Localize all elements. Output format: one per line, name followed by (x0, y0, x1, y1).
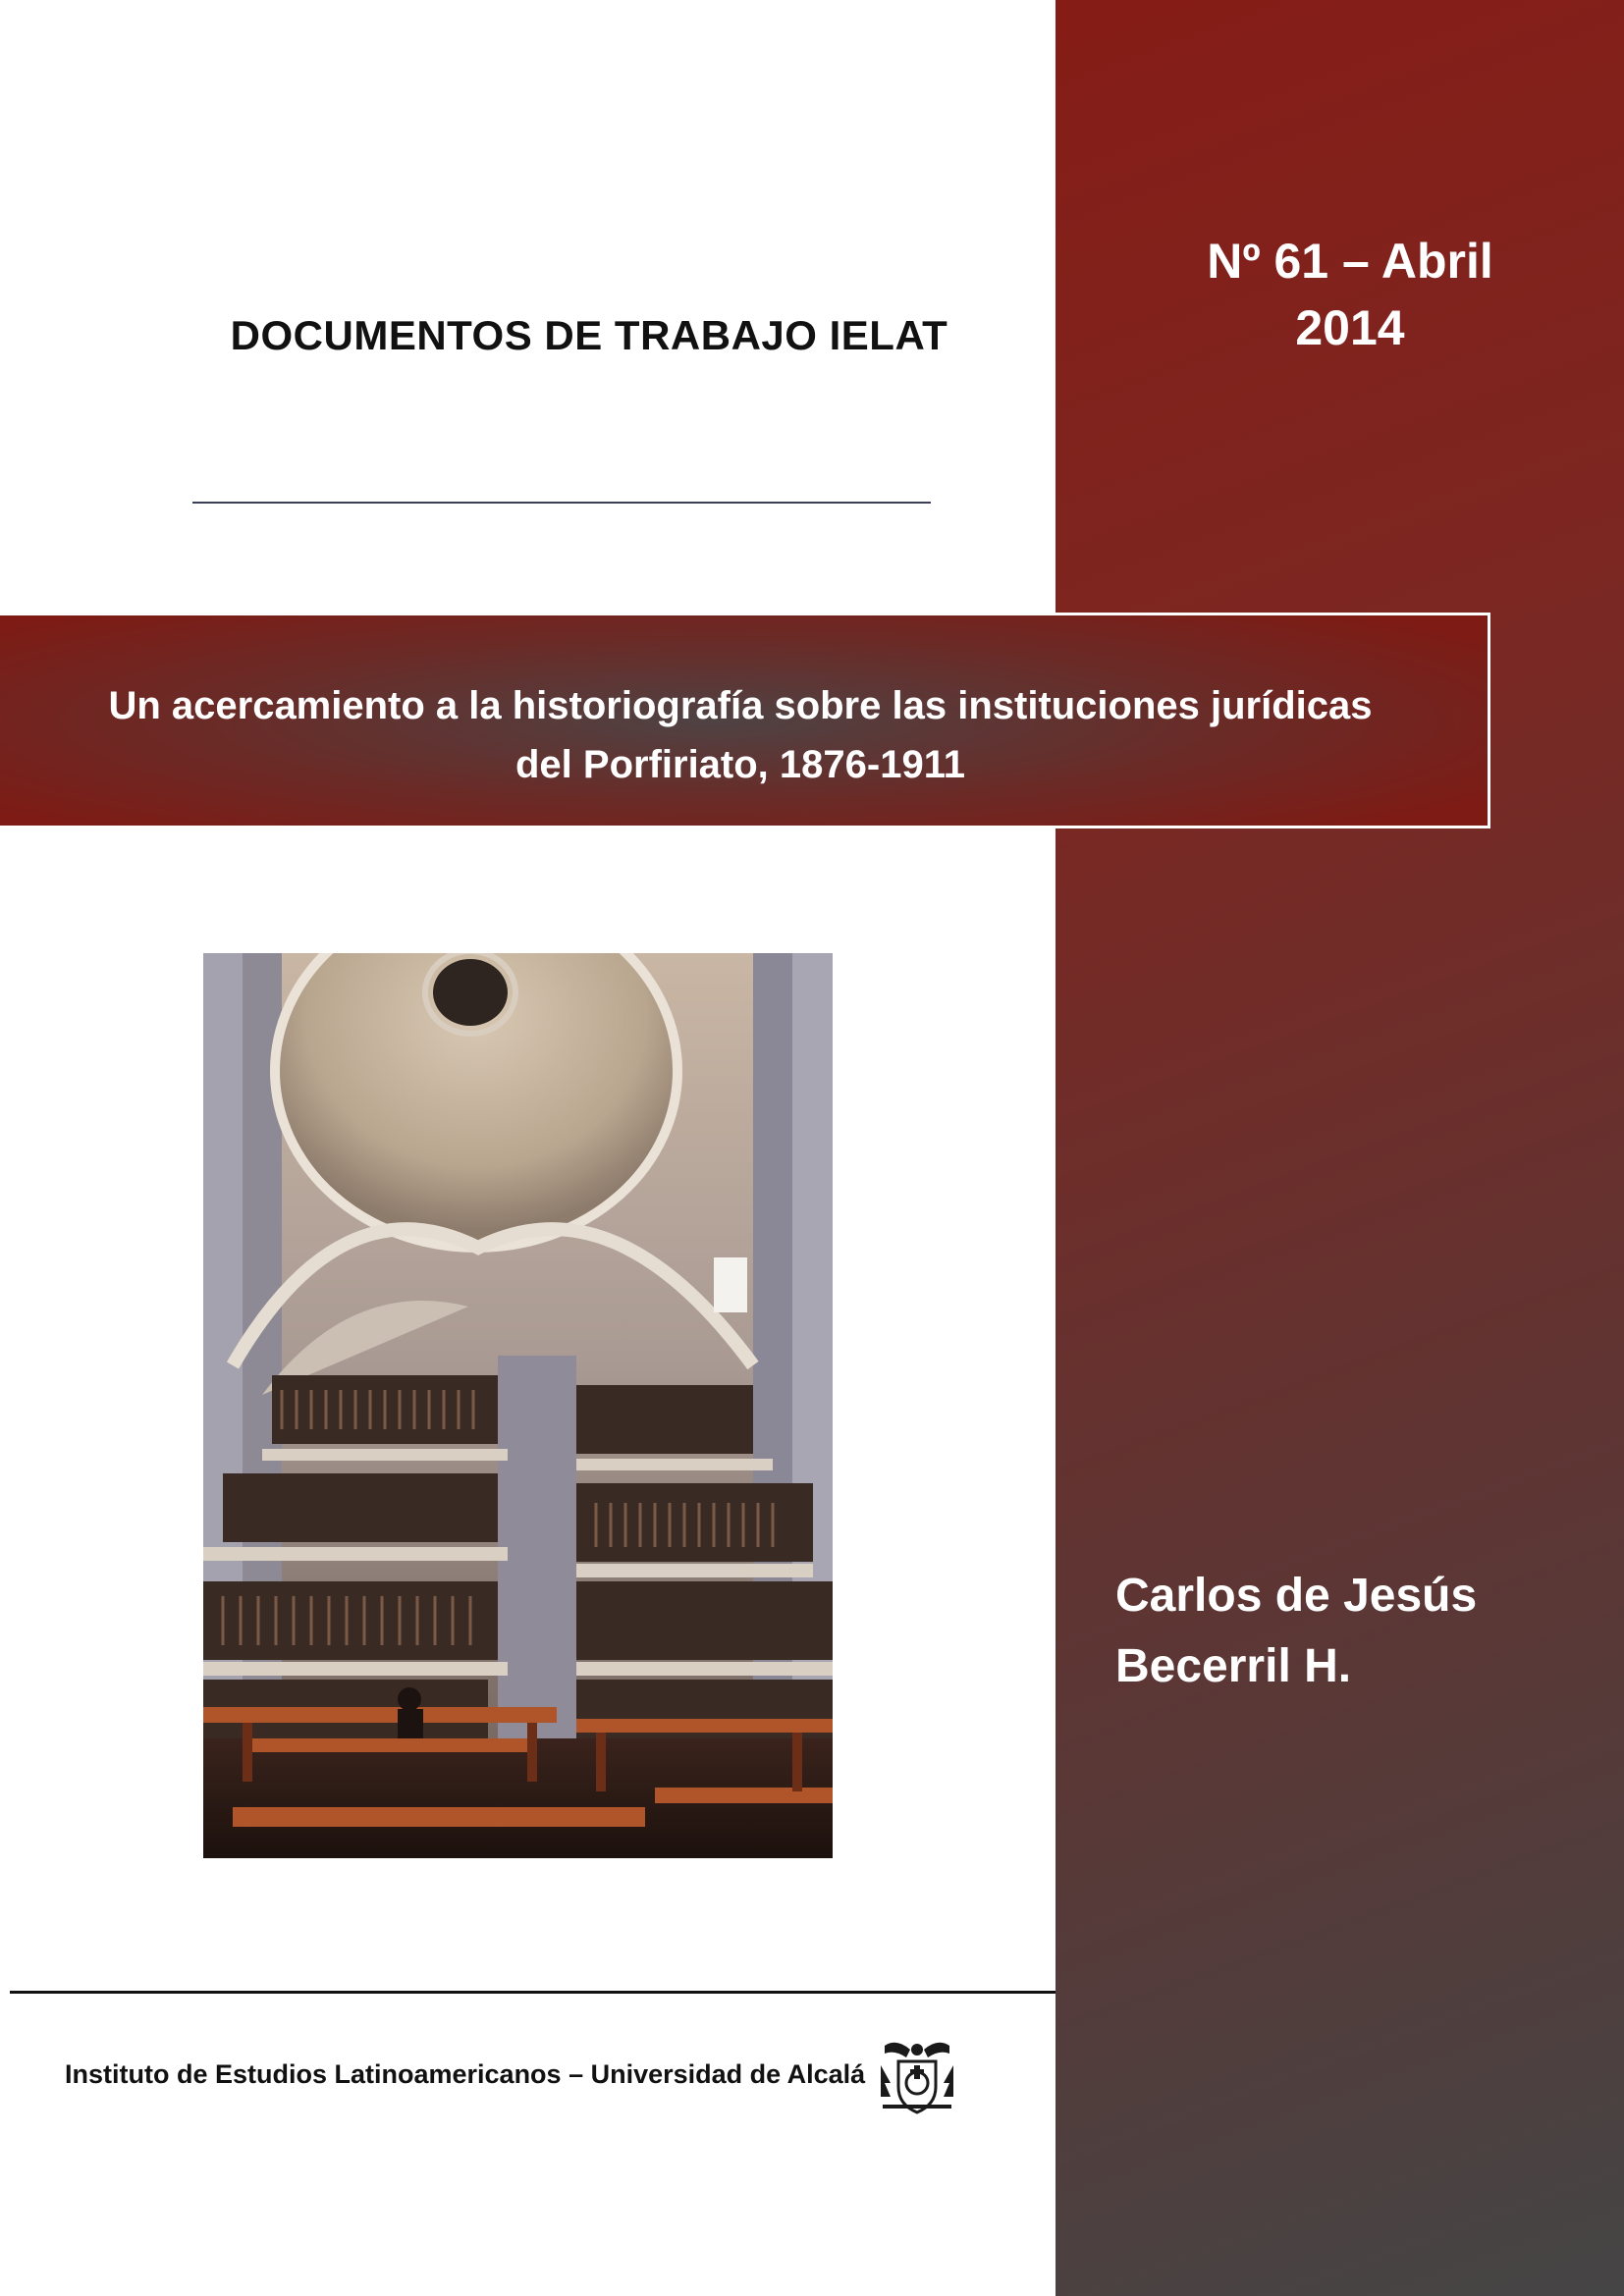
title-banner (0, 613, 1490, 828)
cover-photo (203, 953, 833, 1858)
footer-divider (10, 1991, 1056, 1994)
institution-name: Instituto de Estudios Latinoamericanos – Universidad de Alcalá (65, 2059, 866, 2089)
document-title (29, 676, 1451, 794)
author-line-1: Carlos de Jesús (1115, 1570, 1478, 1622)
issue-line-1: Nº 61 – Abril (1207, 234, 1493, 289)
issue-number (1090, 228, 1610, 361)
author-line-2: Becerril H. (1115, 1640, 1352, 1692)
title-line-2: del Porfiriato, 1876-1911 (514, 743, 965, 786)
issue-line-2: 2014 (1295, 300, 1405, 355)
series-title: DOCUMENTOS DE TRABAJO IELAT (230, 312, 948, 358)
author-name (1115, 1561, 1587, 1702)
university-seal-icon (877, 2036, 957, 2118)
title-line-1: Un acercamiento a la historiografía sobre las instituciones jurídicas (108, 684, 1373, 727)
series-divider (192, 502, 931, 504)
